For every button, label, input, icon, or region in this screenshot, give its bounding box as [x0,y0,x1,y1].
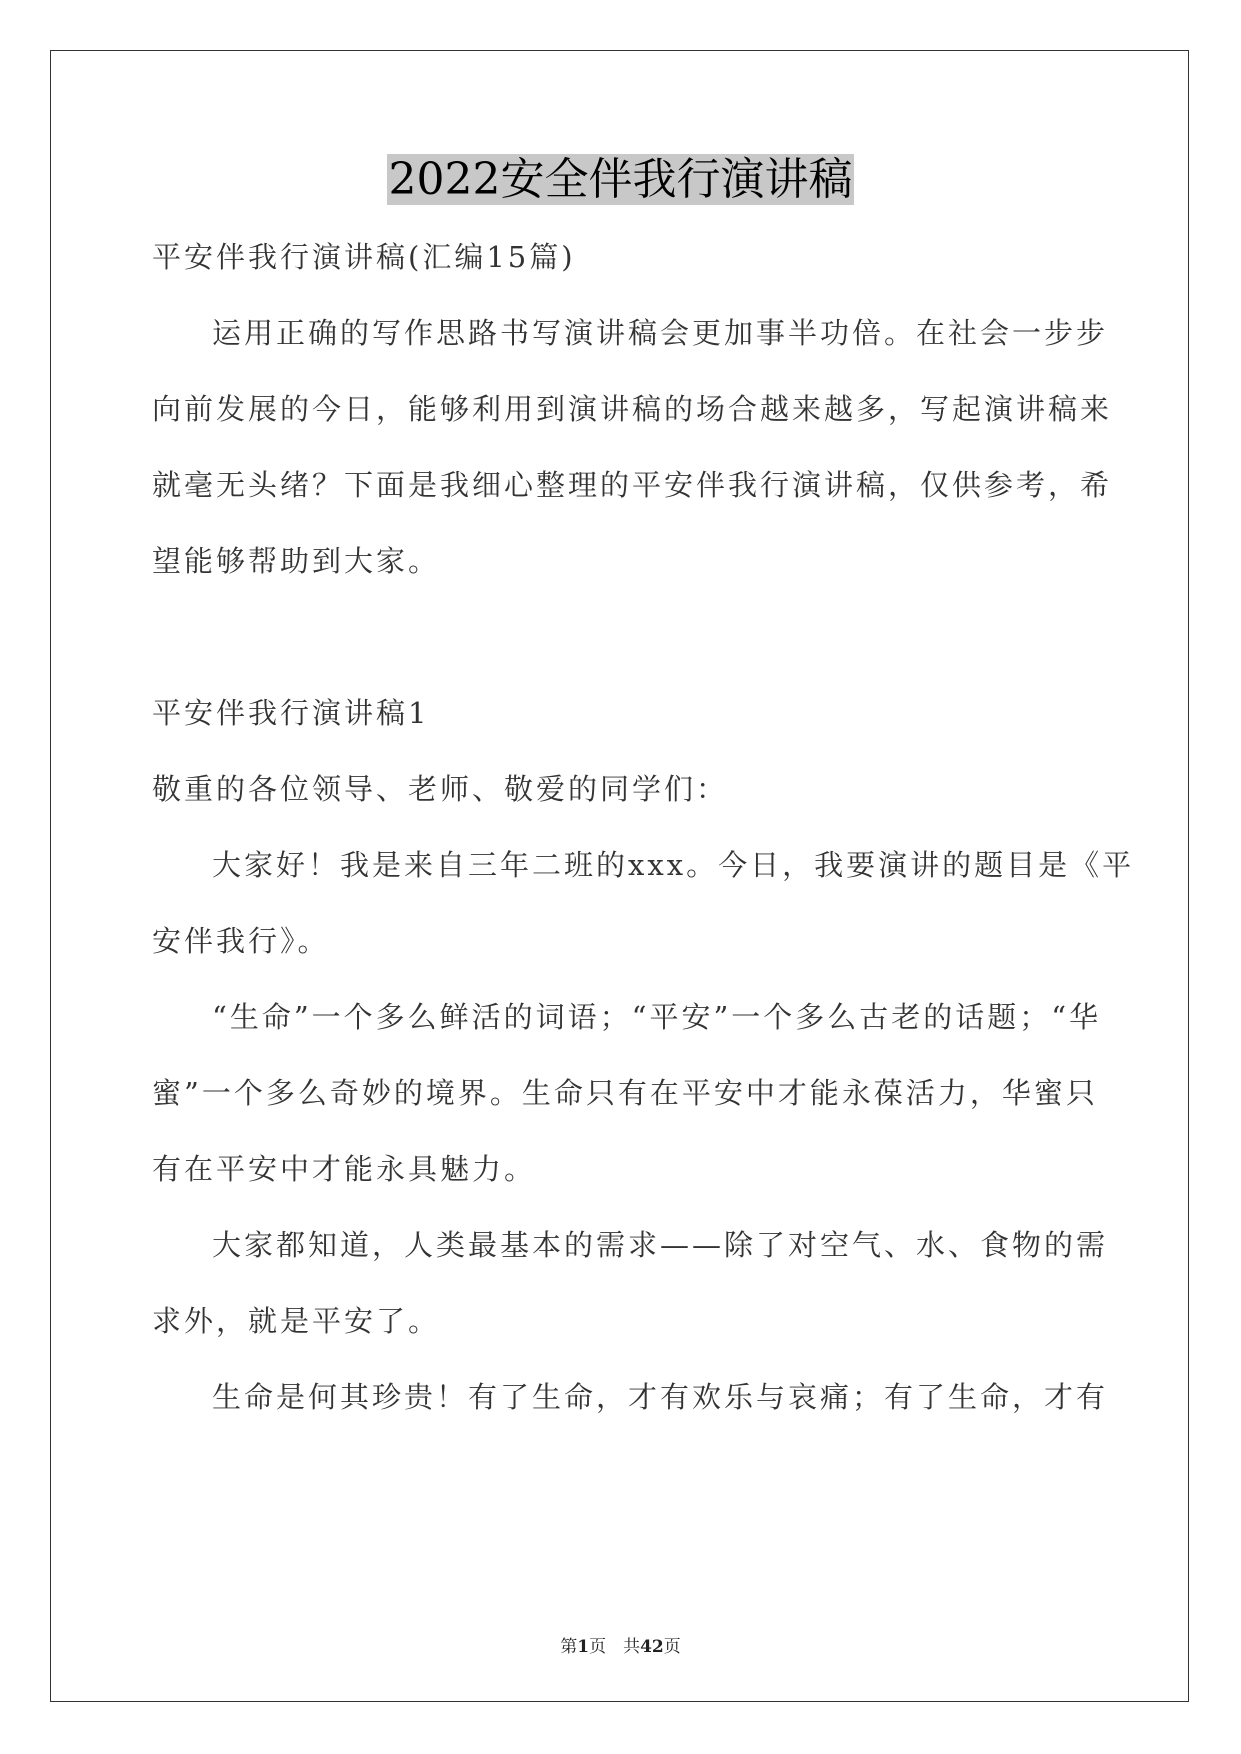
paragraph-line: 大家都知道，人类最基本的需求——除了对空气、水、食物的需 [212,1228,1109,1262]
paragraph-line: 蜜”一个多么奇妙的境界。生命只有在平安中才能永葆活力，华蜜只 [152,1076,1098,1110]
paragraph-line: 安伴我行》。 [152,924,330,958]
section-heading: 平安伴我行演讲稿1 [152,696,430,730]
paragraph-line: 求外，就是平安了。 [152,1304,441,1338]
footer-page-suffix: 页 [663,1637,681,1657]
footer-page-current: 1 [577,1637,590,1657]
paragraph-line: 运用正确的写作思路书写演讲稿会更加事半功倍。在社会一步步 [212,316,1109,350]
paragraph-line: 大家好！我是来自三年二班的xxx。今日，我要演讲的题目是《平 [212,848,1135,882]
paragraph-line: 有在平安中才能永具魅力。 [152,1152,537,1186]
document-title [0,150,1241,210]
footer-page-total: 42 [640,1637,664,1657]
paragraph-line: 望能够帮助到大家。 [152,544,441,578]
paragraph-line: 生命是何其珍贵！有了生命，才有欢乐与哀痛；有了生命，才有 [212,1380,1109,1414]
subtitle-line: 平安伴我行演讲稿(汇编15篇) [152,240,576,274]
page-footer [0,1632,1241,1657]
paragraph-line: 就毫无头绪？下面是我细心整理的平安伴我行演讲稿，仅供参考，希 [152,468,1113,502]
salutation-line: 敬重的各位领导、老师、敬爱的同学们： [152,772,729,806]
footer-page-mid: 页 共 [589,1637,641,1657]
document-title-text: 2022安全伴我行演讲稿 [388,154,853,205]
paragraph-line: “生命”一个多么鲜活的词语；“平安”一个多么古老的话题；“华 [212,1000,1102,1034]
footer-page-prefix: 第 [560,1637,578,1657]
paragraph-line: 向前发展的今日，能够利用到演讲稿的场合越来越多，写起演讲稿来 [152,392,1113,426]
